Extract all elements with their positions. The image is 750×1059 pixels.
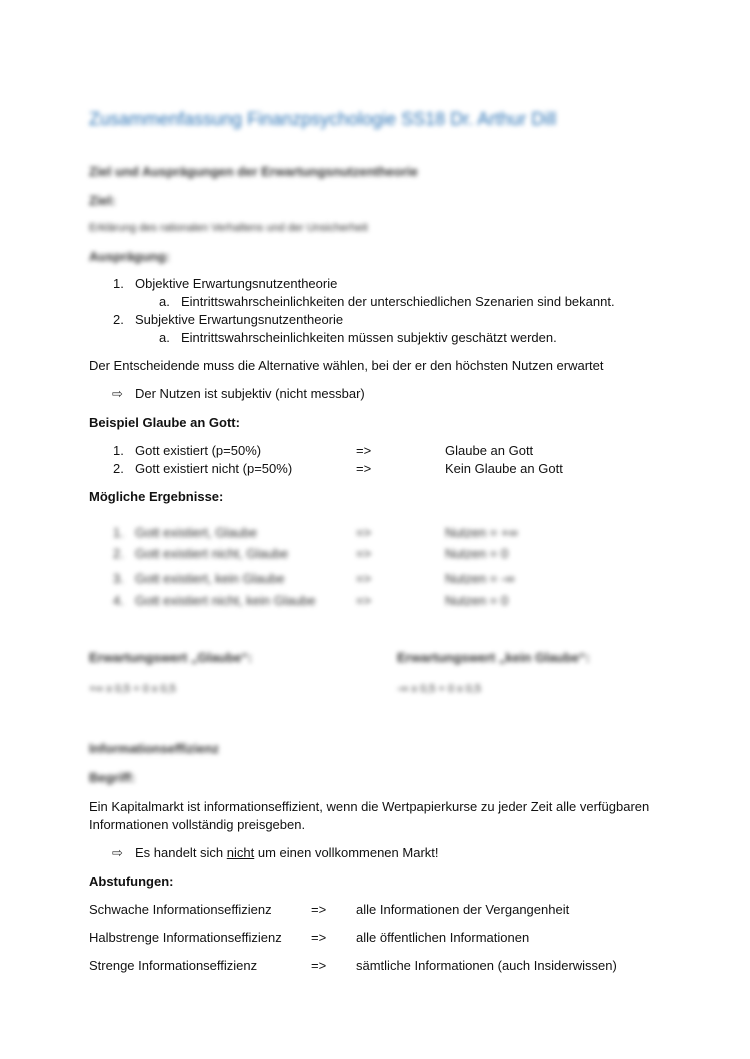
sublist-letter: a.	[159, 294, 170, 309]
paragraph: Informationen vollständig preisgeben.	[89, 817, 306, 832]
efficiency-description: alle öffentlichen Informationen	[356, 930, 530, 945]
outcomes-heading: Mögliche Ergebnisse:	[89, 489, 224, 504]
efficiency-name: Strenge Informationseffizienz	[89, 958, 258, 973]
list-number: 2.	[113, 312, 124, 327]
paragraph: Ein Kapitalmarkt ist informationseffizient, wenn die Wertpapierkurse zu jeder Zeit alle verfügbaren	[89, 799, 650, 814]
outcome-number: 3.	[113, 571, 124, 586]
sublist-item: Eintrittswahrscheinlichkeiten müssen subjektiv geschätzt werden.	[181, 330, 557, 345]
example-row-arrow: =>	[356, 461, 372, 476]
efficiency-name: Schwache Informationseffizienz	[89, 902, 272, 917]
example-row-result: Kein Glaube an Gott	[445, 461, 563, 476]
list-item: Objektive Erwartungsnutzentheorie	[135, 276, 338, 291]
efficiency-arrow: =>	[311, 930, 327, 945]
section-heading: Ziel und Ausprägungen der Erwartungsnutzentheorie	[89, 164, 418, 179]
expected-value-label-right: Erwartungswert „kein Glaube“:	[397, 650, 590, 665]
example-row-number: 1.	[113, 443, 124, 458]
outcome-arrow: =>	[356, 546, 372, 561]
outcome-condition: Gott existiert nicht, Glaube	[135, 546, 289, 561]
expected-value-label-left: Erwartungswert „Glaube“:	[89, 650, 253, 665]
efficiency-arrow: =>	[311, 958, 327, 973]
outcome-condition: Gott existiert nicht, kein Glaube	[135, 593, 316, 608]
sublist-item: Eintrittswahrscheinlichkeiten der unterschiedlichen Szenarien sind bekannt.	[181, 294, 615, 309]
sublist-letter: a.	[159, 330, 170, 345]
outcome-result: Nutzen = 0	[445, 593, 509, 608]
outcome-condition: Gott existiert, kein Glaube	[135, 571, 285, 586]
example-heading: Beispiel Glaube an Gott:	[89, 415, 240, 430]
outcome-arrow: =>	[356, 525, 372, 540]
paragraph: Der Entscheidende muss die Alternative wählen, bei der er den höchsten Nutzen erwartet	[89, 358, 604, 373]
arrow-right-icon: ⇨	[112, 845, 123, 860]
outcome-number: 4.	[113, 593, 124, 608]
arrow-note-underlined: nicht	[226, 845, 255, 860]
outcome-result: Nutzen = 0	[445, 546, 509, 561]
outcome-condition: Gott existiert, Glaube	[135, 525, 258, 540]
example-row-number: 2.	[113, 461, 124, 476]
example-row-condition: Gott existiert (p=50%)	[135, 443, 262, 458]
ziel-text: Erklärung des rationalen Verhaltens und der Unsicherheit	[89, 222, 368, 234]
expected-value-formula-right: -∞ x 0,5 + 0 x 0,5	[397, 683, 481, 695]
arrow-note: Der Nutzen ist subjektiv (nicht messbar)	[135, 386, 365, 401]
outcome-number: 2.	[113, 546, 124, 561]
arrow-right-icon: ⇨	[112, 386, 123, 401]
list-number: 1.	[113, 276, 124, 291]
arrow-note-pre: Es handelt sich	[135, 845, 227, 860]
efficiency-arrow: =>	[311, 902, 327, 917]
example-row-condition: Gott existiert nicht (p=50%)	[135, 461, 293, 476]
abstufungen-label: Abstufungen:	[89, 874, 174, 889]
auspraegung-label: Ausprägung:	[89, 249, 170, 264]
document-title: Zusammenfassung Finanzpsychologie SS18 Dr. Arthur Dill	[89, 109, 557, 129]
outcome-number: 1.	[113, 525, 124, 540]
outcome-result: Nutzen = +∞	[445, 525, 518, 540]
outcome-arrow: =>	[356, 593, 372, 608]
outcome-result: Nutzen = -∞	[445, 571, 515, 586]
arrow-note-post: um einen vollkommenen Markt!	[254, 845, 439, 860]
example-row-result: Glaube an Gott	[445, 443, 534, 458]
expected-value-formula-left: +∞ x 0,5 + 0 x 0,5	[89, 683, 176, 695]
ziel-label: Ziel:	[89, 193, 116, 208]
arrow-note	[135, 845, 439, 861]
efficiency-name: Halbstrenge Informationseffizienz	[89, 930, 282, 945]
efficiency-description: alle Informationen der Vergangenheit	[356, 902, 570, 917]
list-item: Subjektive Erwartungsnutzentheorie	[135, 312, 344, 327]
example-row-arrow: =>	[356, 443, 372, 458]
section-heading: Informationseffizienz	[89, 741, 220, 756]
efficiency-description: sämtliche Informationen (auch Insiderwissen)	[356, 958, 617, 973]
outcome-arrow: =>	[356, 571, 372, 586]
begriff-label: Begriff:	[89, 770, 136, 785]
